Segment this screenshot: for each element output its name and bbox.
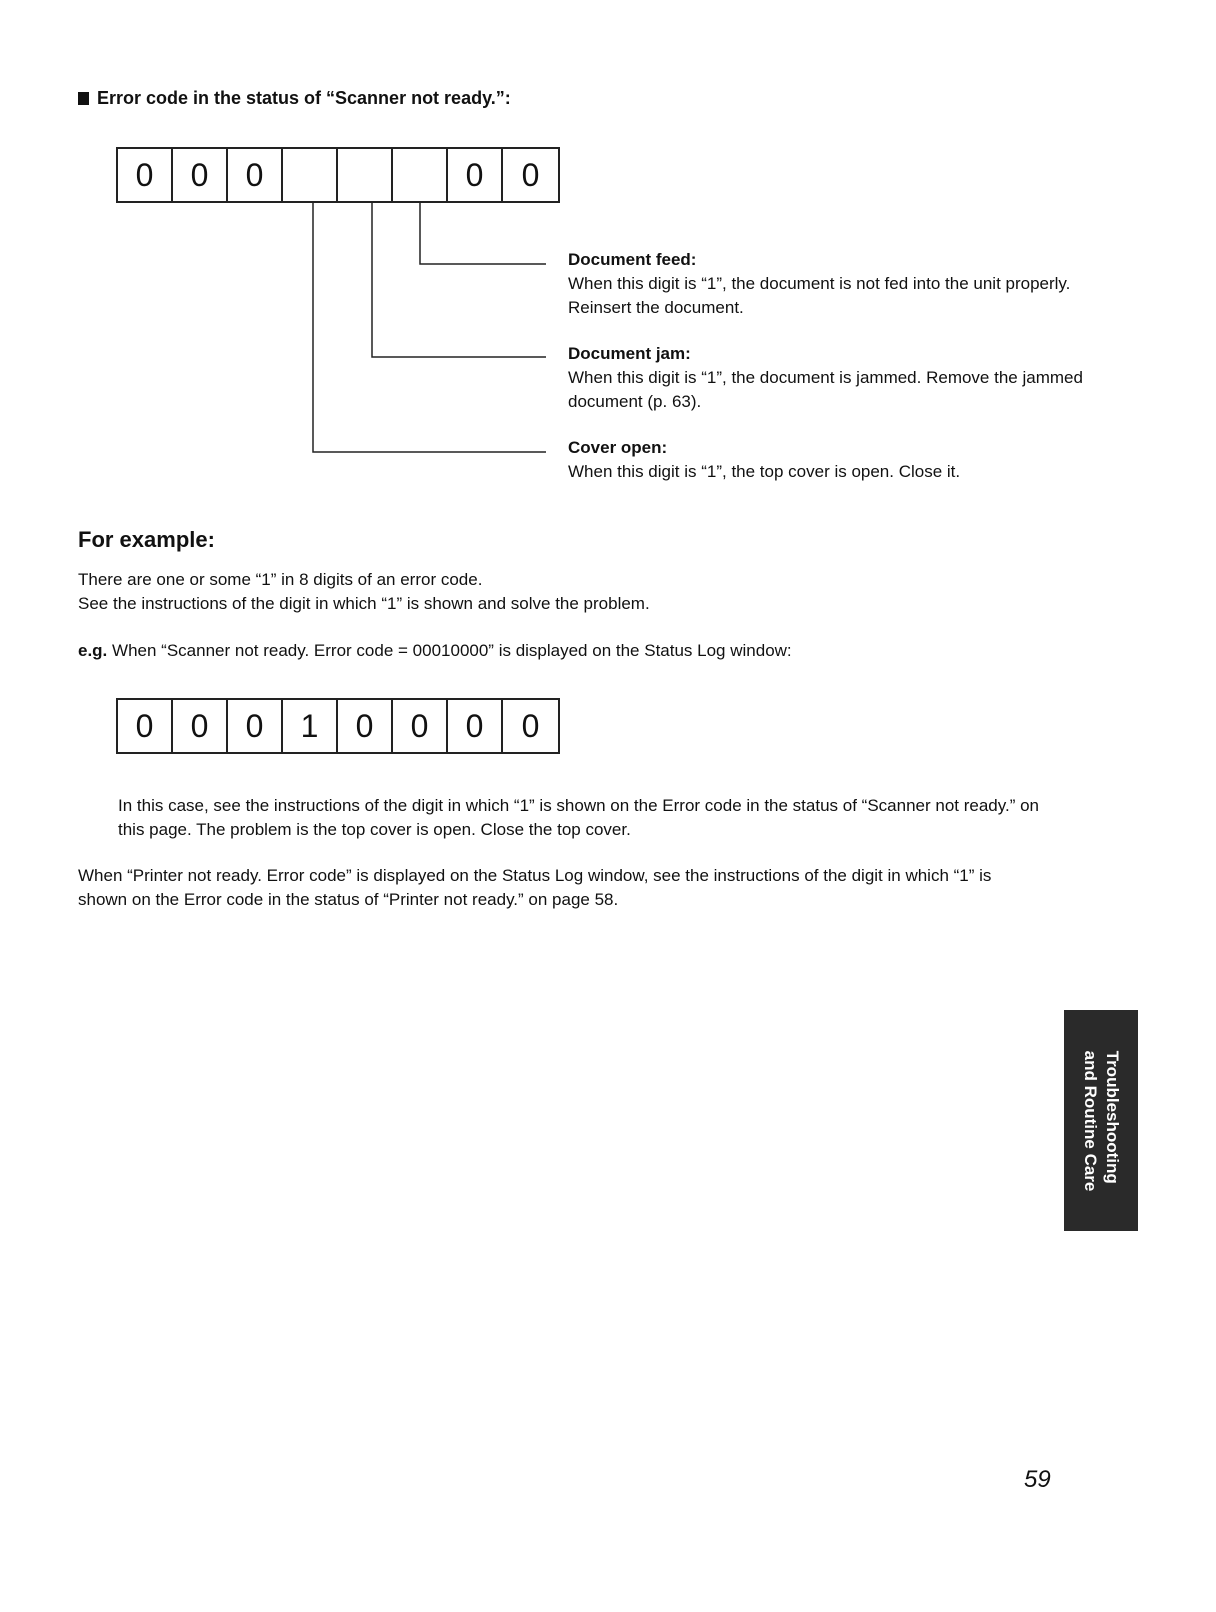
digit-cell-3: 0 (228, 149, 283, 201)
connector-cover-open (313, 201, 546, 452)
description-title: Document jam: (568, 344, 691, 363)
description-text: When this digit is “1”, the document is jammed. Remove the jammed document (p. 63). (568, 368, 1083, 411)
digit-cell-2: 0 (173, 700, 228, 752)
page-number: 59 (1024, 1466, 1051, 1493)
description-text: When this digit is “1”, the top cover is open. Close it. (568, 462, 961, 481)
digit-cell-3: 0 (228, 700, 283, 752)
eg-label: e.g. (78, 641, 108, 660)
connector-document-jam (372, 201, 546, 357)
digit-cell-5: 0 (338, 700, 393, 752)
side-tab-label (1079, 1050, 1123, 1191)
example-intro (78, 568, 1078, 616)
printer-note: When “Printer not ready. Error code” is displayed on the Status Log window, see the instructions of the digit in which “1” is shown on the Error code in the status of “Printer not ready.” on page 58. (78, 866, 992, 909)
side-tab-line-1: Troubleshooting (1103, 1050, 1122, 1184)
digit-cell-1: 0 (118, 700, 173, 752)
eg-text: When “Scanner not ready. Error code = 00010000” is displayed on the Status Log window: (112, 641, 792, 660)
digit-cell-6: 0 (393, 700, 448, 752)
side-tab-line-2: and Routine Care (1081, 1050, 1100, 1191)
description-title: Cover open: (568, 438, 668, 457)
connector-document-feed (420, 201, 546, 264)
description-title: Document feed: (568, 250, 697, 269)
digit-cell-2: 0 (173, 149, 228, 201)
example-error-code-diagram (116, 698, 560, 754)
description-text: When this digit is “1”, the document is not fed into the unit properly. Reinsert the document. (568, 274, 1071, 317)
description-document-feed (568, 248, 1088, 320)
example-eg (78, 639, 1078, 663)
digit-cell-4: 1 (283, 700, 338, 752)
description-cover-open (568, 436, 1088, 484)
digit-cell-7: 0 (448, 700, 503, 752)
section-heading-text: Error code in the status of “Scanner not ready.”: (97, 88, 511, 108)
description-document-jam (568, 342, 1088, 414)
digit-cell-8: 0 (521, 157, 540, 193)
digit-cell-8: 0 (521, 708, 540, 744)
example-heading: For example: (78, 527, 215, 552)
example-line-2: See the instructions of the digit in which “1” is shown and solve the problem. (78, 594, 650, 613)
digit-cell-1: 0 (118, 149, 173, 201)
chapter-side-tab (1064, 1010, 1138, 1231)
case-explanation: In this case, see the instructions of the digit in which “1” is shown on the Error code in the status of “Scanner not ready.” on this page. The problem is the top cover is open. Close the top cover. (118, 796, 1039, 839)
digit-cell-7: 0 (448, 149, 503, 201)
example-line-1: There are one or some “1” in 8 digits of an error code. (78, 570, 483, 589)
